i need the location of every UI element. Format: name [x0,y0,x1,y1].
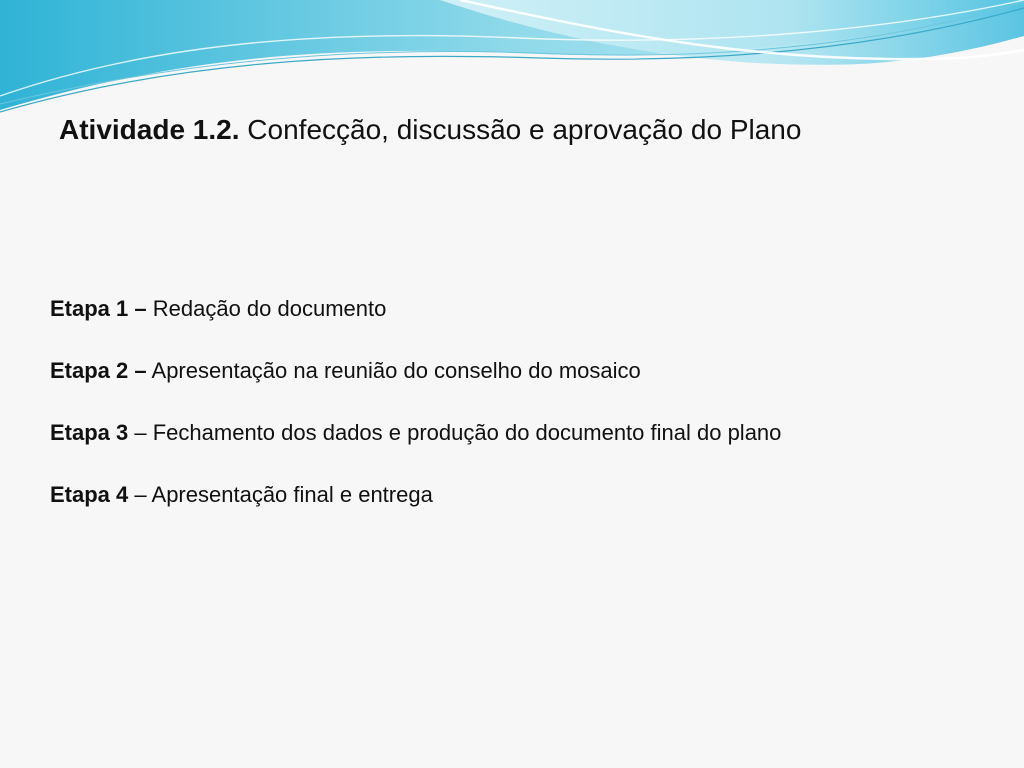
step-text: Redação do documento [152,296,387,321]
decorative-header-wave [0,0,1024,120]
step-item-2 [50,356,990,386]
step-item-1 [50,294,990,324]
step-text: – Fechamento dos dados e produção do documento final do plano [134,420,782,445]
step-label: Etapa 1 – [50,296,147,321]
step-item-3 [50,418,990,448]
step-label: Etapa 4 [50,482,129,507]
step-label: Etapa 2 – [50,358,147,383]
slide-title [59,112,801,148]
step-label: Etapa 3 [50,420,129,445]
step-text: Apresentação na reunião do conselho do mosaico [151,358,641,383]
step-item-4 [50,480,990,510]
title-activity-number: Atividade 1.2. [59,114,240,145]
step-text: – Apresentação final e entrega [134,482,433,507]
steps-list [50,294,990,542]
title-activity-name: Confecção, discussão e aprovação do Plano [247,114,802,145]
